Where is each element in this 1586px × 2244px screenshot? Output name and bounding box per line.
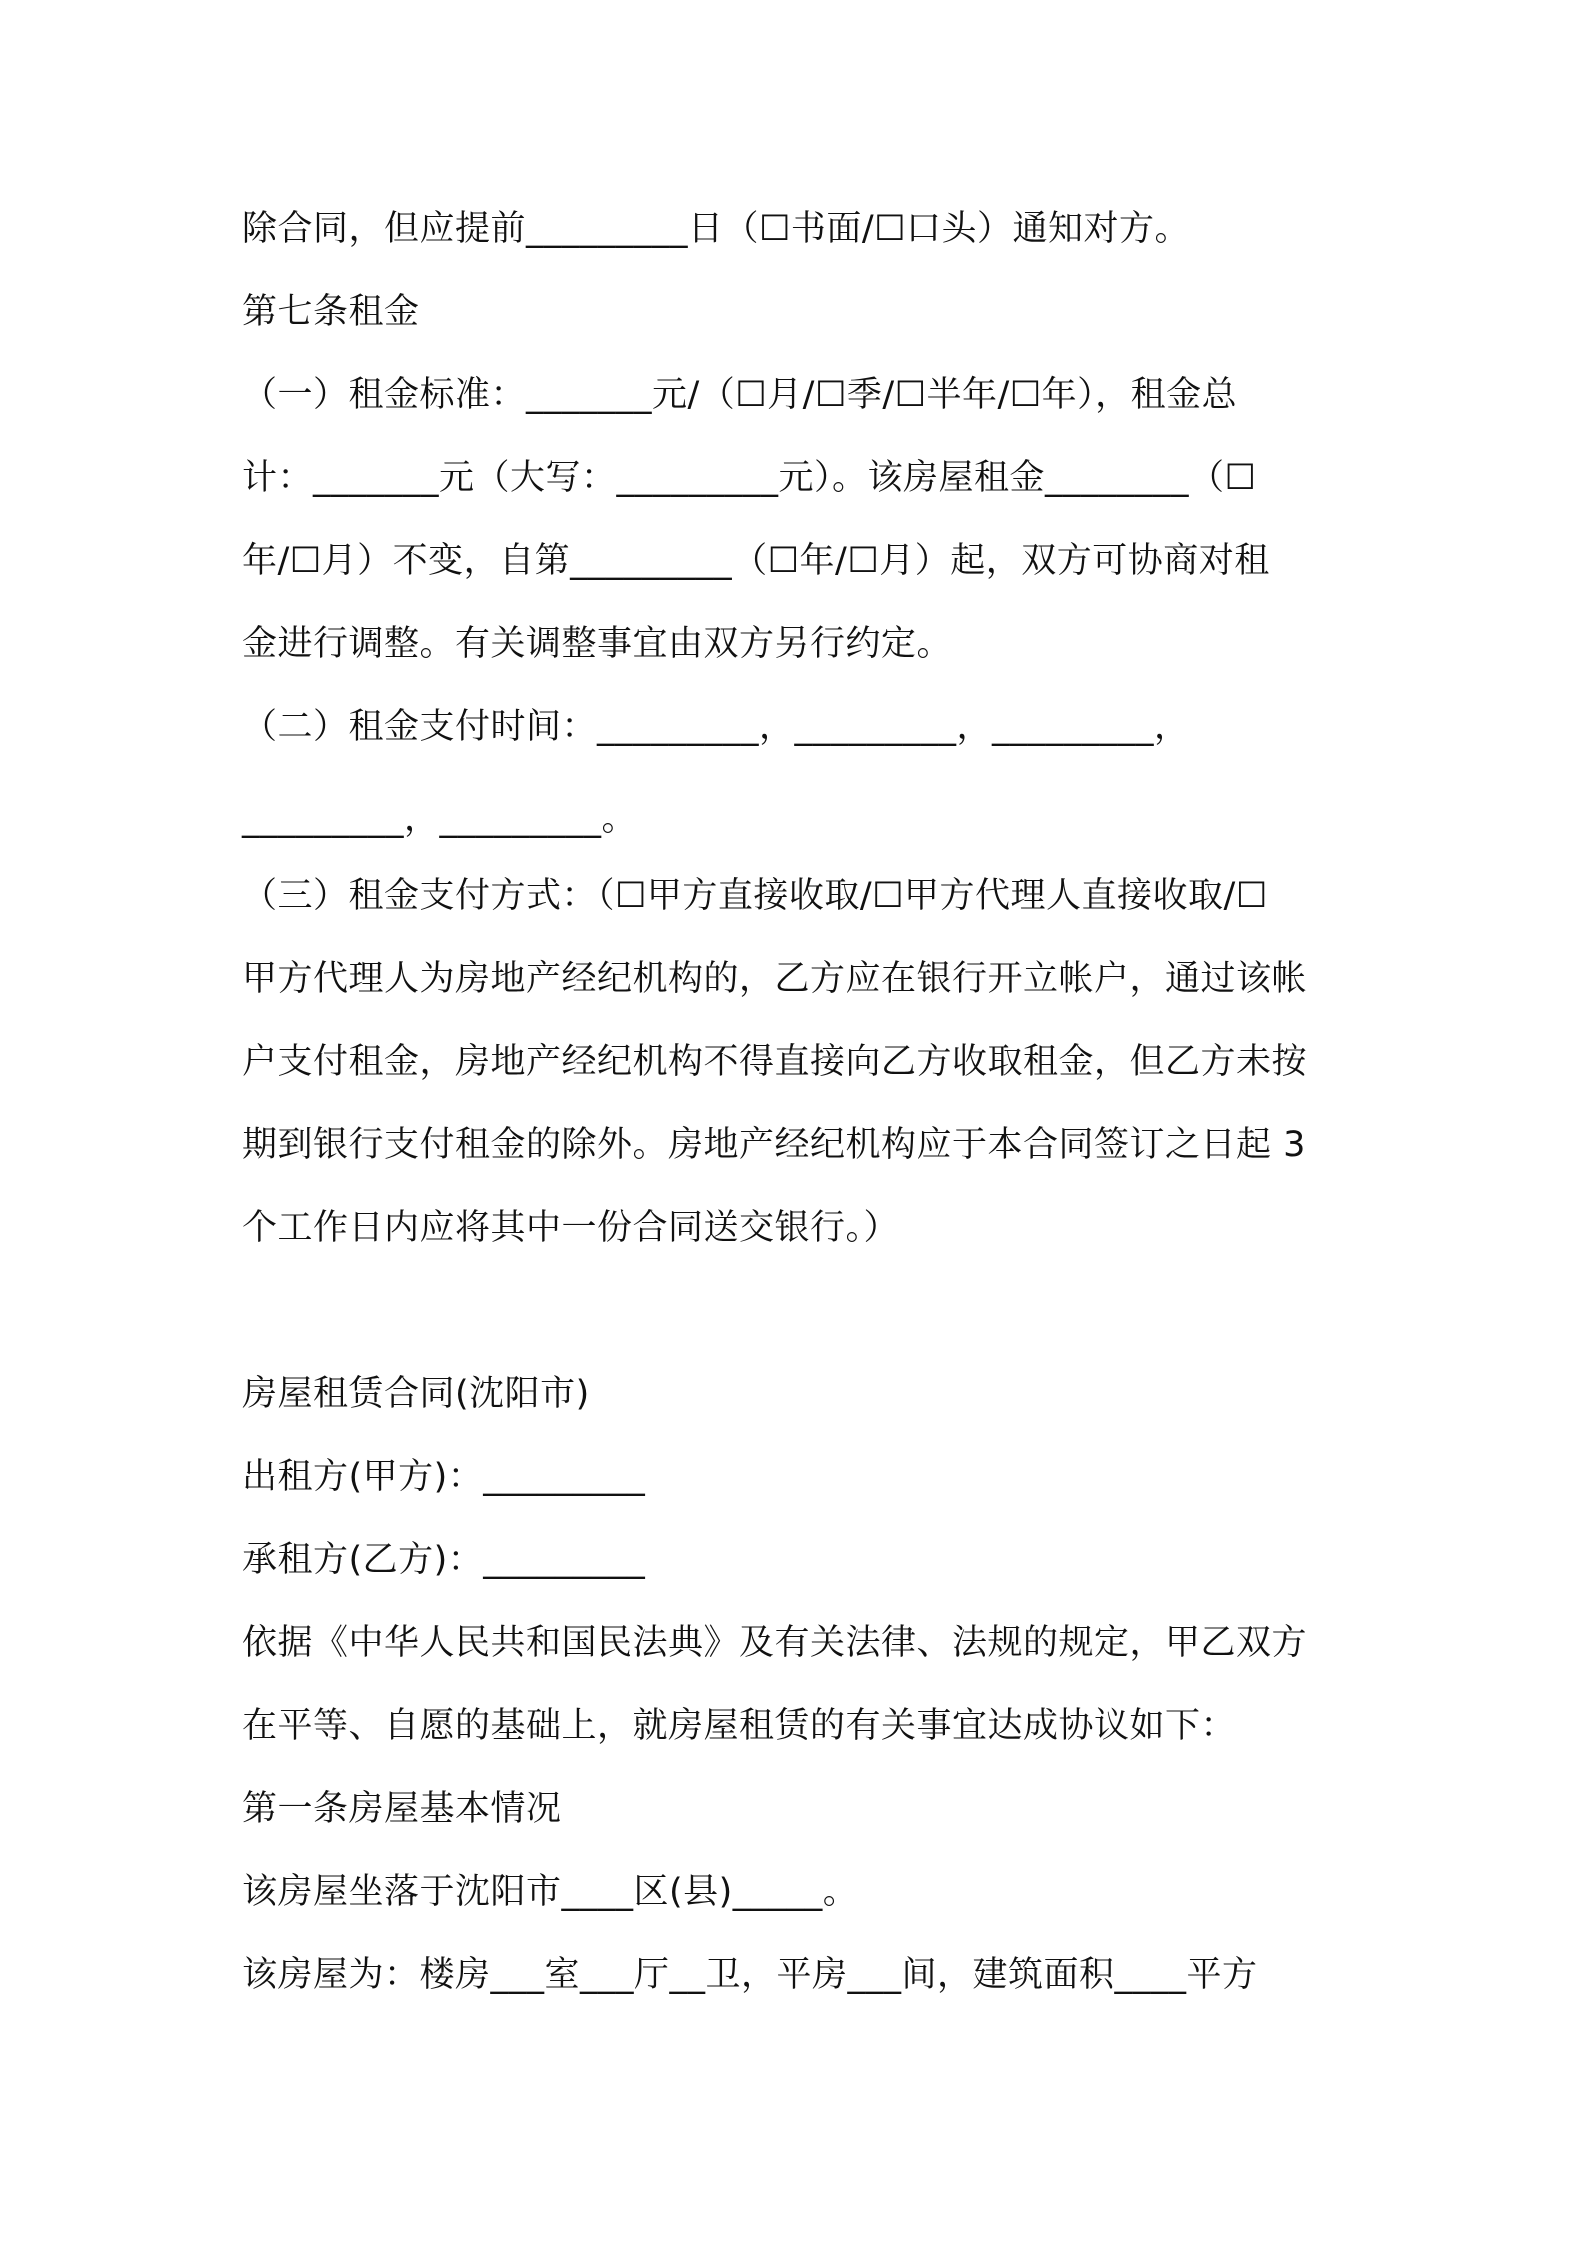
text-line-payment-method-3: 户支付租金，房地产经纪机构不得直接向乙方收取租金，但乙方未按: [242, 1042, 1308, 1082]
heading-contract-title: 房屋租赁合同(沈阳市): [242, 1374, 590, 1414]
text-line-lessor: 出租方(甲方)：_________: [242, 1457, 646, 1497]
text-line-rent-adjust: 年/☐月）不变，自第_________（☐年/☐月）起，双方可协商对租: [242, 541, 1270, 581]
text-line-lessee: 承租方(乙方)：_________: [242, 1540, 646, 1580]
text-line-payment-method-4: 期到银行支付租金的除外。房地产经纪机构应于本合同签订之日起 3: [242, 1125, 1306, 1165]
text-line-rent-standard: （一）租金标准：_______元/（☐月/☐季/☐半年/☐年），租金总: [242, 375, 1238, 415]
text-line-payment-method-2: 甲方代理人为房地产经纪机构的，乙方应在银行开立帐户，通过该帐: [242, 959, 1308, 999]
text-line-property-layout: 该房屋为：楼房___室___厅__卫，平房___间，建筑面积____平方: [242, 1955, 1258, 1995]
text-line-payment-method: （三）租金支付方式：（☐甲方直接收取/☐甲方代理人直接收取/☐: [242, 876, 1268, 916]
heading-article-1: 第一条房屋基本情况: [242, 1789, 562, 1829]
text-line-payment-method-5: 个工作日内应将其中一份合同送交银行。）: [242, 1208, 900, 1248]
text-line-payment-time-cont: _________，_________。: [242, 799, 638, 839]
text-line-termination-notice: 除合同，但应提前_________日（☐书面/☐口头）通知对方。: [242, 209, 1191, 249]
text-line-agreement-intro: 在平等、自愿的基础上，就房屋租赁的有关事宜达成协议如下：: [242, 1706, 1237, 1746]
text-line-property-location: 该房屋坐落于沈阳市____区(县)_____。: [242, 1872, 859, 1912]
text-line-rent-agreement: 金进行调整。有关调整事宜由双方另行约定。: [242, 624, 953, 664]
text-line-legal-basis: 依据《中华人民共和国民法典》及有关法律、法规的规定，甲乙双方: [242, 1623, 1308, 1663]
text-line-payment-time: （二）租金支付时间：_________，_________，_________，: [242, 707, 1190, 747]
heading-article-7-rent: 第七条租金: [242, 292, 420, 332]
text-line-rent-total: 计：_______元（大写：_________元）。该房屋租金________（☐: [242, 458, 1257, 498]
